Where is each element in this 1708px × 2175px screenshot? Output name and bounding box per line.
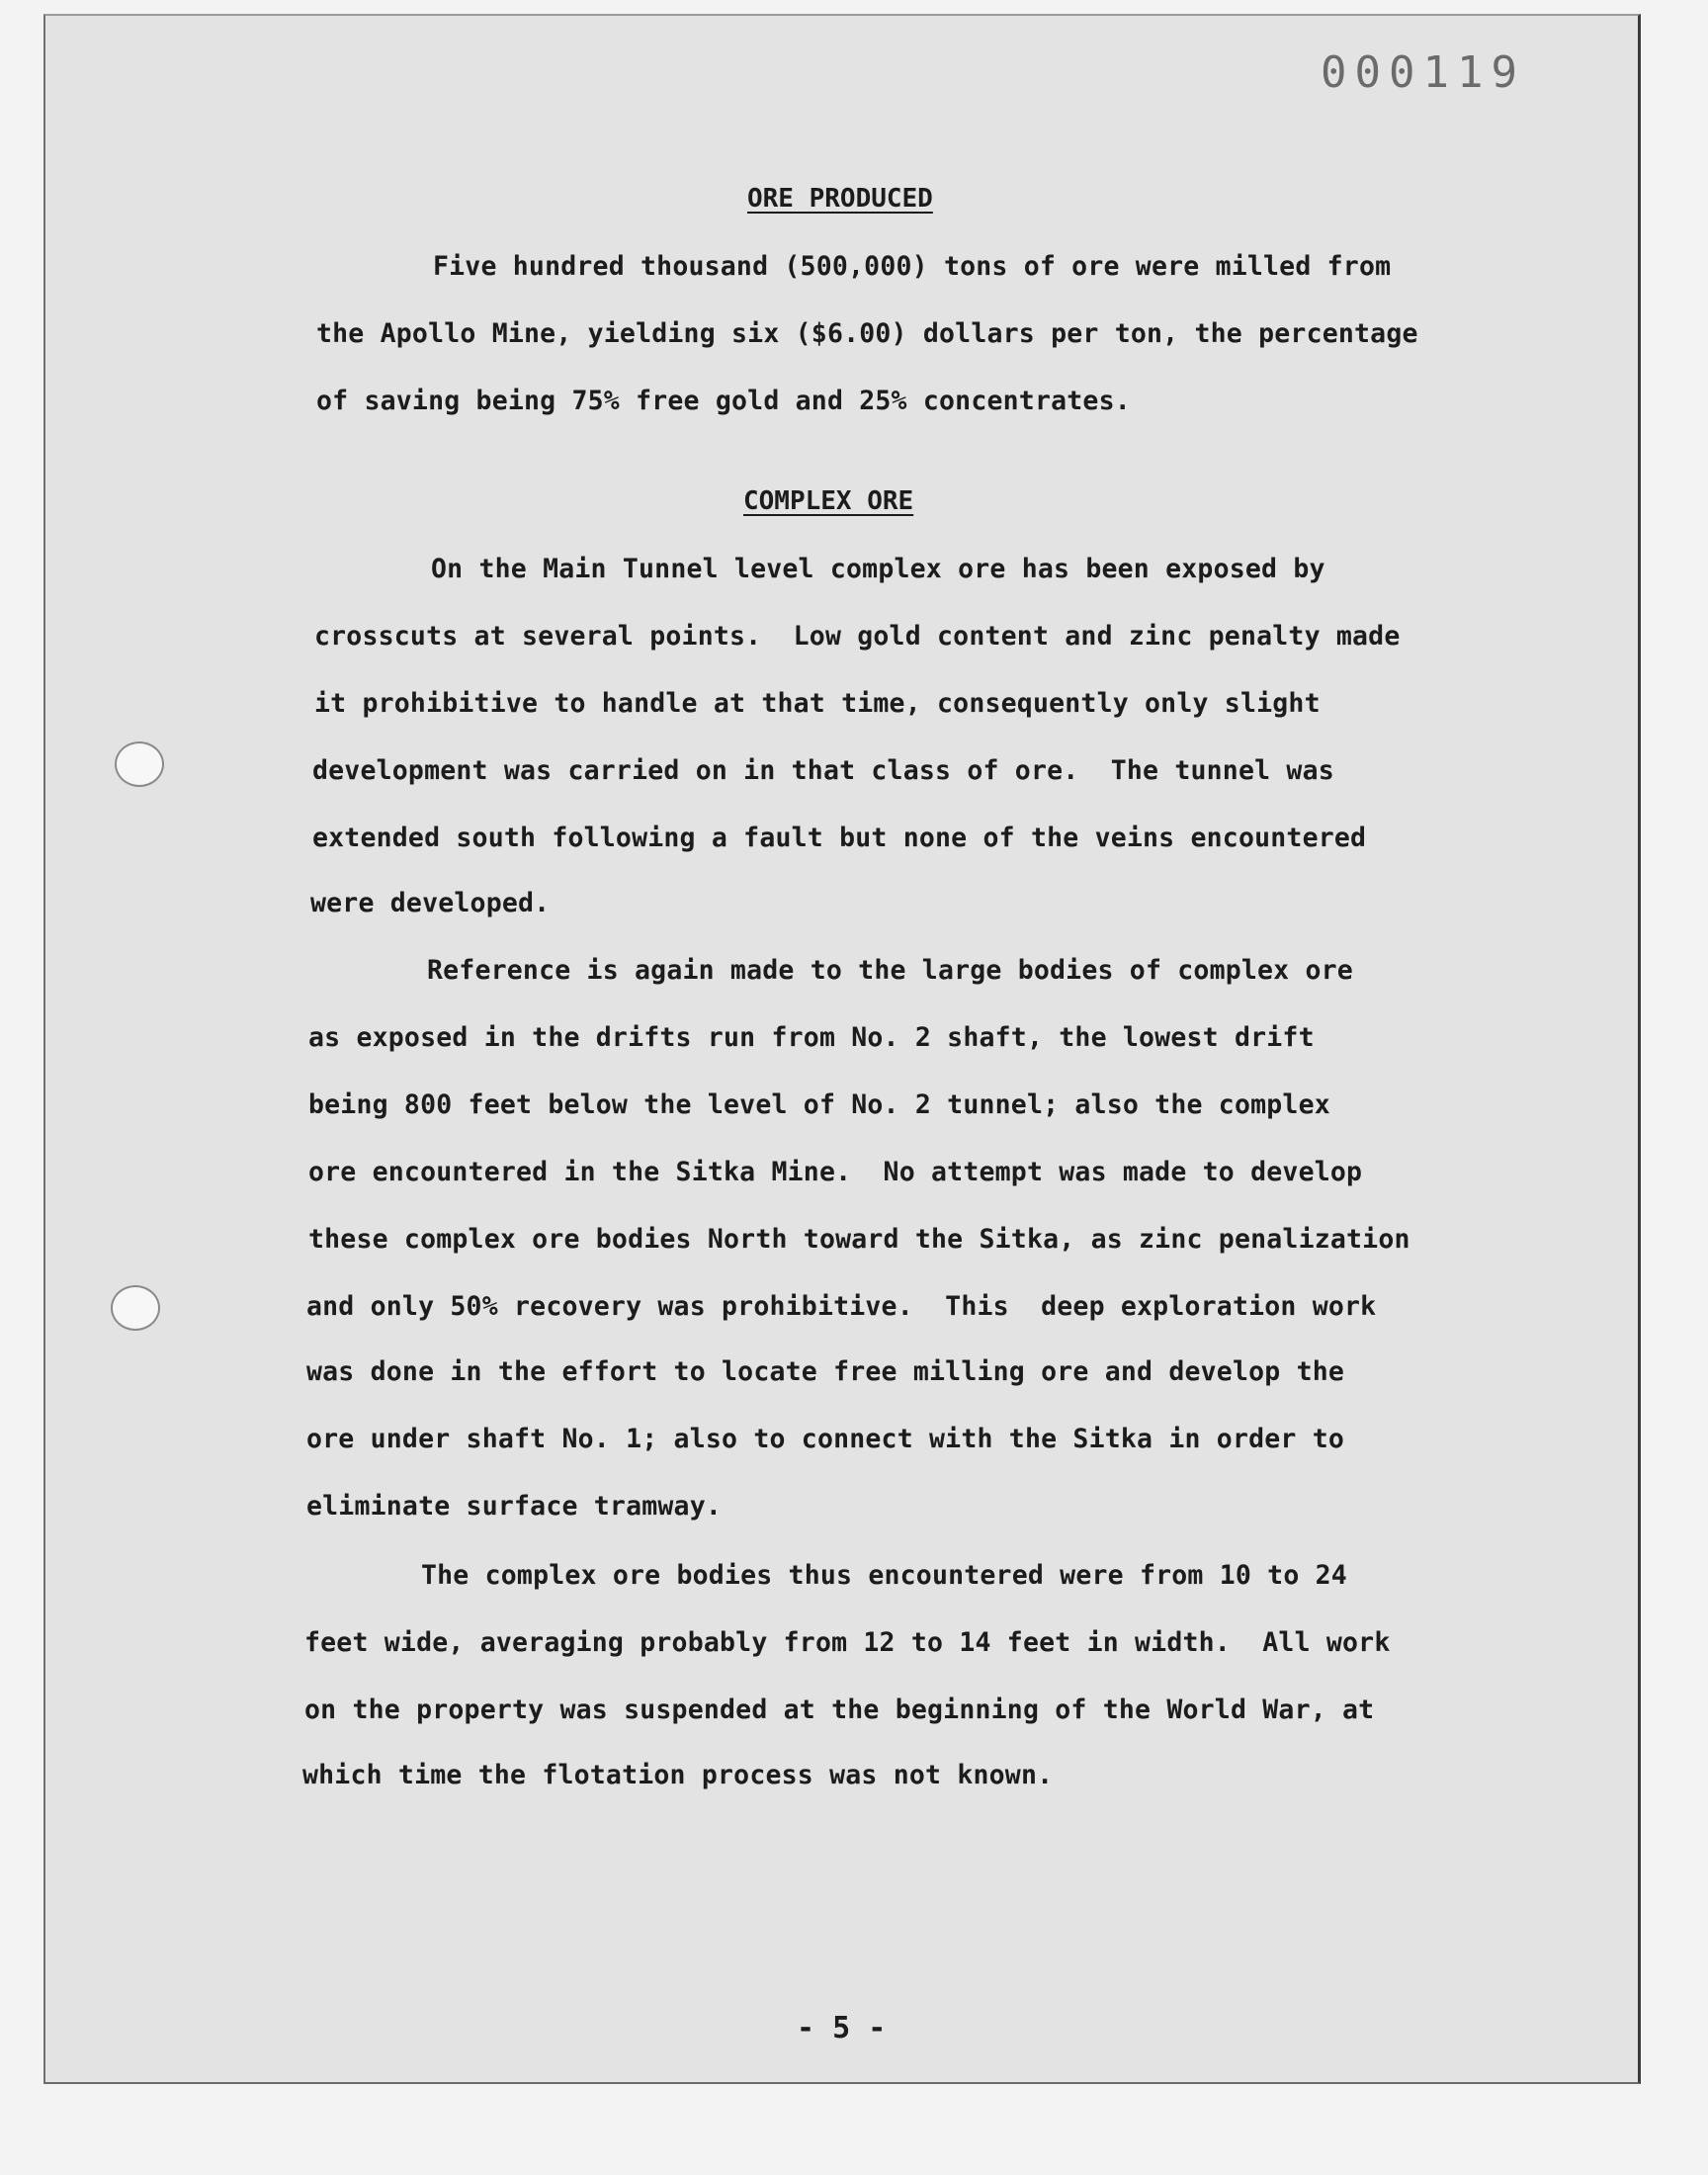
paragraph-line: being 800 feet below the level of No. 2 tunnel; also the complex <box>308 1089 1330 1120</box>
document-number: 000119 <box>1321 47 1525 98</box>
paragraph-line: On the Main Tunnel level complex ore has been exposed by <box>431 554 1325 584</box>
paragraph-line: Five hundred thousand (500,000) tons of ore were milled from <box>433 251 1392 282</box>
section-heading-ore-produced: ORE PRODUCED <box>747 184 933 214</box>
paragraph-line: ore under shaft No. 1; also to connect with the Sitka in order to <box>306 1424 1345 1454</box>
paragraph-line: these complex ore bodies North toward the Sitka, as zinc penalization <box>308 1224 1410 1255</box>
paragraph-line: the Apollo Mine, yielding six ($6.00) dollars per ton, the percentage <box>316 318 1418 349</box>
page-number: - 5 - <box>797 2011 887 2045</box>
paragraph-line: were developed. <box>310 888 551 918</box>
paragraph-line: as exposed in the drifts run from No. 2 shaft, the lowest drift <box>308 1022 1315 1053</box>
punch-hole-top <box>115 741 164 787</box>
paragraph-line: ore encountered in the Sitka Mine. No attempt was made to develop <box>308 1157 1363 1187</box>
paragraph-line: feet wide, averaging probably from 12 to 14 feet in width. All work <box>304 1627 1391 1658</box>
paragraph-line: which time the flotation process was not known. <box>302 1760 1054 1790</box>
paragraph-line: on the property was suspended at the beginning of the World War, at <box>304 1695 1375 1725</box>
paragraph-line: extended south following a fault but none of the veins encountered <box>312 823 1367 853</box>
section-heading-complex-ore: COMPLEX ORE <box>743 486 914 516</box>
paragraph-line: was done in the effort to locate free milling ore and develop the <box>306 1356 1345 1387</box>
paragraph-line: of saving being 75% free gold and 25% concentrates. <box>316 386 1131 416</box>
punch-hole-bottom <box>111 1285 160 1331</box>
paragraph-line: it prohibitive to handle at that time, consequently only slight <box>314 688 1321 719</box>
paragraph-line: eliminate surface tramway. <box>306 1491 723 1522</box>
paragraph-line: Reference is again made to the large bodies of complex ore <box>427 955 1353 986</box>
paragraph-line: The complex ore bodies thus encountered were from 10 to 24 <box>421 1560 1347 1591</box>
paragraph-line: development was carried on in that class of ore. The tunnel was <box>312 755 1334 786</box>
paragraph-line: and only 50% recovery was prohibitive. This deep exploration work <box>306 1291 1377 1322</box>
paragraph-line: crosscuts at several points. Low gold content and zinc penalty made <box>314 621 1401 652</box>
